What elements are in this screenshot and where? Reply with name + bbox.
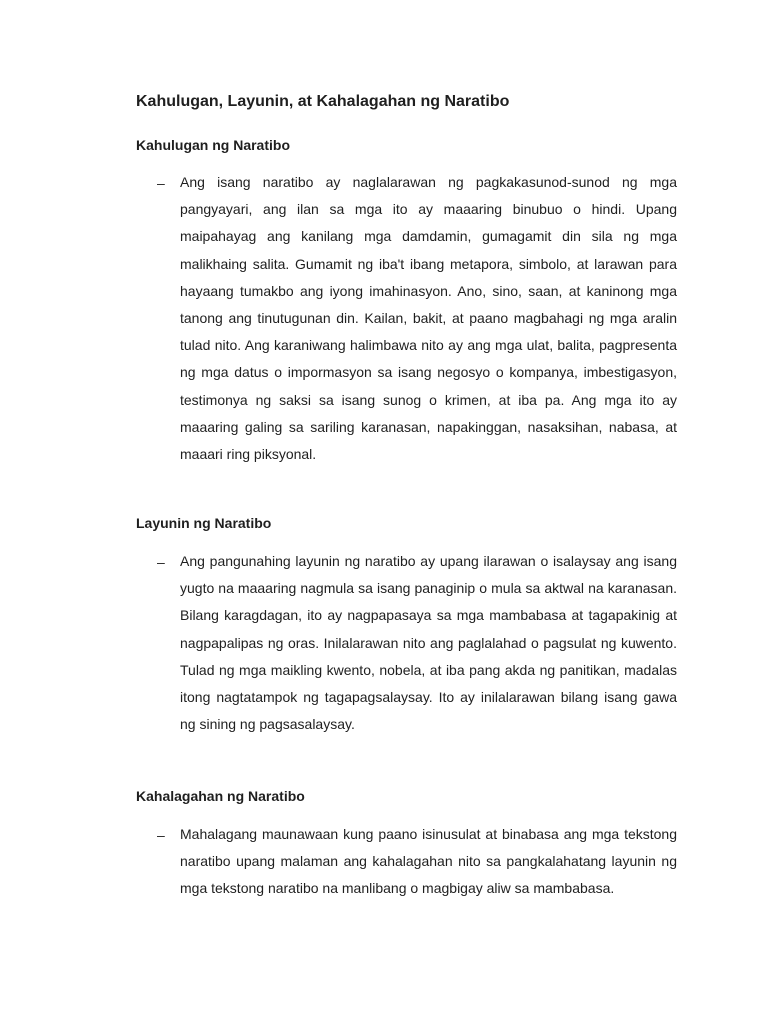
section-paragraph-kahalagahan: Mahalagang maunawaan kung paano isinusulat at binabasa ang mga tekstong naratibo upang malaman ang kahalagahan nito sa pangkalahatang layunin ng mga tekstong naratibo na manlibang o magbigay aliw sa mambabasa. bbox=[180, 826, 677, 897]
list-bullet: – bbox=[157, 554, 165, 570]
document-title: Kahulugan, Layunin, at Kahalagahan ng Naratibo bbox=[136, 93, 510, 110]
list-bullet: – bbox=[157, 827, 165, 843]
section-heading-kahalagahan: Kahalagahan ng Naratibo bbox=[136, 788, 305, 804]
section-paragraph-kahulugan: Ang isang naratibo ay naglalarawan ng pagkakasunod-sunod ng mga pangyayari, ang ilan sa mga ito ay maaaring binubuo o hindi. Upang maipahayag ang kanilang mga damdamin, gumagamit din sila ng mga malikhaing salita. Gumamit ng iba't ibang metapora, simbolo, at larawan para hayaang tumakbo ang iyong imahinasyon. Ano, sino, saan, at kaninong mga tanong ang tinutugunan din. Kailan, bakit, at paano magbahagi ng mga aralin tulad nito. Ang karaniwang halimbawa nito ay ang mga ulat, balita, pagpresenta ng mga datus o impormasyon sa isang negosyo o kompanya, imbestigasyon, testimonya ng saksi sa isang sunog o krimen, at iba pa. Ang mga ito ay maaaring galing sa sariling karanasan, napakinggan, nasaksihan, nabasa, at maaari ring piksyonal. bbox=[180, 174, 677, 463]
section-heading-kahulugan: Kahulugan ng Naratibo bbox=[136, 137, 290, 153]
section-heading-layunin: Layunin ng Naratibo bbox=[136, 515, 272, 531]
section-paragraph-layunin: Ang pangunahing layunin ng naratibo ay upang ilarawan o isalaysay ang isang yugto na maaaring nagmula sa isang panaginip o mula sa aktwal na karanasan. Bilang karagdagan, ito ay nagpapasaya sa mga mambabasa at tagapakinig at nagpapalipas ng oras. Inilalarawan nito ang paglalahad o pagsulat ng kuwento. Tulad ng mga maikling kwento, nobela, at iba pang akda ng panitikan, madalas itong nagtatampok ng tagapagsalaysay. Ito ay inilalarawan bilang isang gawa ng sining ng pagsasalaysay. bbox=[180, 553, 677, 733]
list-bullet: – bbox=[157, 175, 165, 191]
